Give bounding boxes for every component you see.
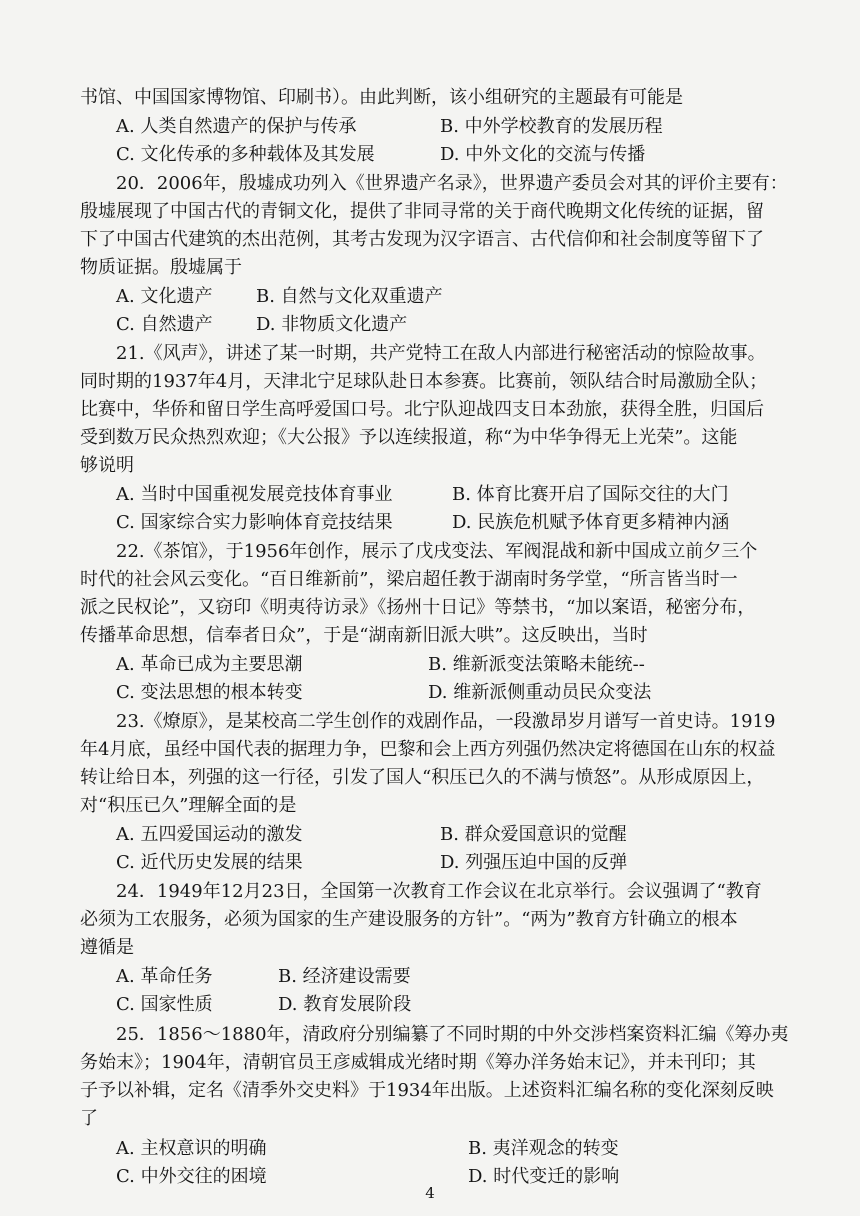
q22-stem-line-1: 22.《茶馆》，于1956年创作，展示了戊戌变法、军阀混战和新中国成立前夕三个 bbox=[116, 541, 758, 562]
q21-option-c: C. 国家综合实力影响体育竞技结果 bbox=[116, 512, 393, 533]
q22-option-c: C. 变法思想的根本转变 bbox=[116, 682, 303, 703]
q20-stem-line-2: 殷墟展现了中国古代的青铜文化，提供了非同寻常的关于商代晚期文化传统的证据，留 bbox=[80, 201, 764, 222]
q21-stem-line-2: 同时期的1937年4月，天津北宁足球队赴日本参赛。比赛前，领队结合时局激励全队； bbox=[80, 371, 768, 392]
q22-option-b: B. 维新派变法策略未能统-- bbox=[428, 654, 645, 675]
q23-stem-line-1: 23.《燎原》，是某校高二学生创作的戏剧作品，一段激昂岁月谱写一首史诗。1919 bbox=[116, 711, 776, 732]
q24-stem-line-2: 必须为工农服务，必须为国家的生产建设服务的方针”。“两为”教育方针确立的根本 bbox=[80, 909, 738, 930]
q21-stem-line-5: 够说明 bbox=[80, 455, 134, 476]
q22-stem-line-4: 传播革命思想，信奉者日众”，于是“湖南新旧派大哄”。这反映出，当时 bbox=[80, 625, 648, 646]
q20-stem-line-1: 20．2006年，殷墟成功列入《世界遗产名录》，世界遗产委员会对其的评价主要有： bbox=[116, 173, 788, 194]
q21-stem-line-3: 比赛中，华侨和留日学生高呼爱国口号。北宁队迎战四支日本劲旅，获得全胜，归国后 bbox=[80, 399, 764, 420]
q23-option-a: A. 五四爱国运动的激发 bbox=[116, 824, 303, 845]
q23-option-c: C. 近代历史发展的结果 bbox=[116, 852, 303, 873]
q25-stem-line-2: 务始末》；1904年，清朝官员王彦威辑成光绪时期《筹办洋务始末记》，并未刊印；其 bbox=[80, 1052, 756, 1073]
q22-option-a: A. 革命已成为主要思潮 bbox=[116, 654, 303, 675]
page-number: 4 bbox=[425, 1184, 435, 1202]
q25-stem-line-4: 了 bbox=[80, 1108, 98, 1129]
q20-stem-line-3: 下了中国古代建筑的杰出范例，其考古发现为汉字语言、古代信仰和社会制度等留下了 bbox=[80, 229, 764, 250]
q21-stem-line-4: 受到数万民众热烈欢迎；《大公报》予以连续报道，称“为中华争得无上光荣”。这能 bbox=[80, 427, 738, 448]
q19-option-a: A. 人类自然遗产的保护与传承 bbox=[116, 116, 357, 137]
q24-stem-line-3: 遵循是 bbox=[80, 937, 134, 958]
q25-option-d: D. 时代变迁的影响 bbox=[468, 1166, 620, 1187]
q25-option-a: A. 主权意识的明确 bbox=[116, 1138, 267, 1159]
q19-stem-line-1: 书馆、中国国家博物馆、印刷书）。由此判断，该小组研究的主题最有可能是 bbox=[80, 87, 683, 108]
q23-option-b: B. 群众爱国意识的觉醒 bbox=[440, 824, 627, 845]
q20-option-a: A. 文化遗产 bbox=[116, 286, 213, 307]
q22-option-d: D. 维新派侧重动员民众变法 bbox=[428, 682, 652, 703]
q24-stem-line-1: 24．1949年12月23日，全国第一次教育工作会议在北京举行。会议强调了“教育 bbox=[116, 881, 762, 902]
q24-option-b: B. 经济建设需要 bbox=[278, 966, 411, 987]
q19-option-c: C. 文化传承的多种载体及其发展 bbox=[116, 144, 375, 165]
q21-option-d: D. 民族危机赋予体育更多精神内涵 bbox=[452, 512, 730, 533]
q24-option-c: C. 国家性质 bbox=[116, 994, 213, 1015]
q19-option-d: D. 中外文化的交流与传播 bbox=[440, 144, 646, 165]
q23-option-d: D. 列强压迫中国的反弹 bbox=[440, 852, 628, 873]
q23-stem-line-4: 对“积压已久”理解全面的是 bbox=[80, 795, 297, 816]
q25-option-c: C. 中外交往的困境 bbox=[116, 1166, 267, 1187]
q21-option-a: A. 当时中国重视发展竞技体育事业 bbox=[116, 484, 393, 505]
q19-option-b: B. 中外学校教育的发展历程 bbox=[440, 116, 663, 137]
q21-option-b: B. 体育比赛开启了国际交往的大门 bbox=[452, 484, 729, 505]
q23-stem-line-3: 转让给日本，列强的这一行径，引发了国人“积压已久的不满与愤怒”。从形成原因上， bbox=[80, 767, 765, 788]
q20-option-c: C. 自然遗产 bbox=[116, 314, 213, 335]
q25-stem-line-1: 25．1856～1880年，清政府分别编纂了不同时期的中外交涉档案资料汇编《筹办夷 bbox=[116, 1024, 789, 1045]
q24-option-a: A. 革命任务 bbox=[116, 966, 213, 987]
q23-stem-line-2: 年4月底，虽经中国代表的据理力争，巴黎和会上西方列强仍然决定将德国在山东的权益 bbox=[80, 739, 776, 760]
q22-stem-line-3: 派之民权论”，又窃印《明夷待访录》《扬州十日记》等禁书，“加以案语，秘密分布， bbox=[80, 597, 756, 618]
q22-stem-line-2: 时代的社会风云变化。“百日维新前”，梁启超任教于湖南时务学堂，“所言皆当时一 bbox=[80, 569, 738, 590]
q20-option-b: B. 自然与文化双重遗产 bbox=[256, 286, 443, 307]
q25-option-b: B. 夷洋观念的转变 bbox=[468, 1138, 619, 1159]
q21-stem-line-1: 21.《风声》，讲述了某一时期，共产党特工在敌人内部进行秘密活动的惊险故事。 bbox=[116, 343, 766, 364]
q24-option-d: D. 教育发展阶段 bbox=[278, 994, 412, 1015]
q20-stem-line-4: 物质证据。殷墟属于 bbox=[80, 257, 242, 278]
q25-stem-line-3: 子予以补辑，定名《清季外交史料》于1934年出版。上述资料汇编名称的变化深刻反映 bbox=[80, 1080, 774, 1101]
q20-option-d: D. 非物质文化遗产 bbox=[256, 314, 408, 335]
